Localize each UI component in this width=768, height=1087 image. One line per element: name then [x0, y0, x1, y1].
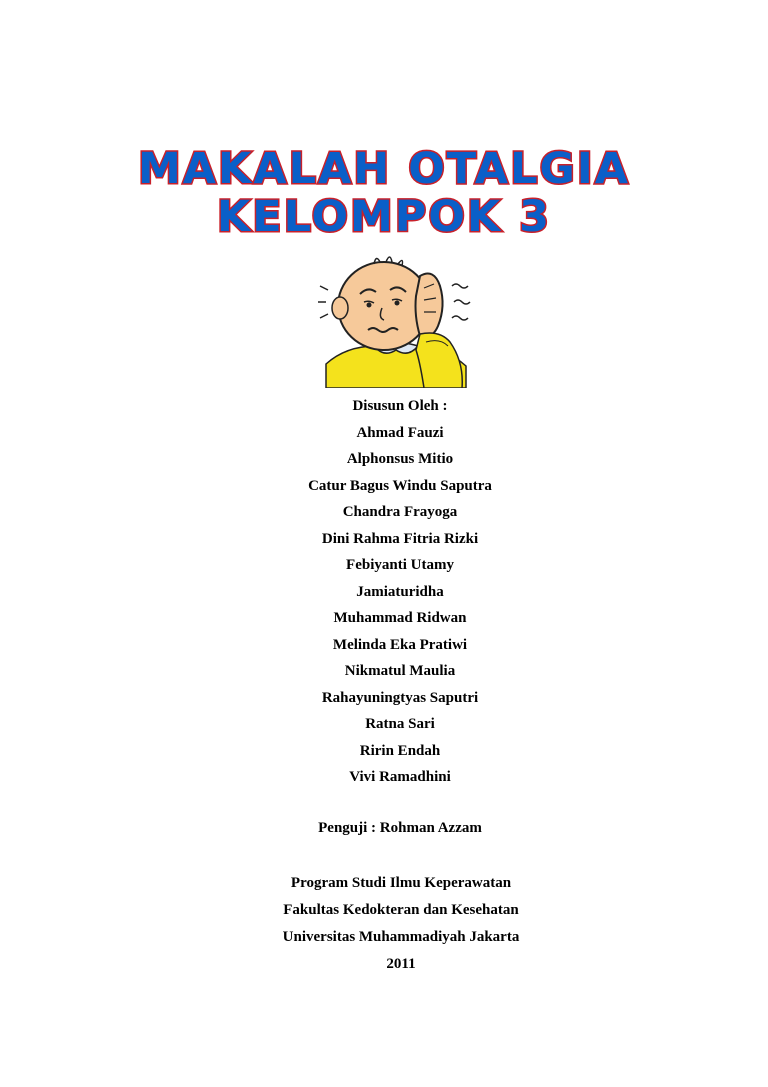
university-name: Universitas Muhammadiyah Jakarta	[282, 929, 520, 945]
member-name: Ahmad Fauzi	[356, 424, 444, 441]
earache-person-icon	[316, 246, 476, 388]
member-name: Rahayuningtyas Saputri	[321, 689, 479, 706]
member-name: Melinda Eka Pratiwi	[332, 636, 468, 653]
title-wordart	[104, 143, 664, 243]
member-name: Jamiaturidha	[356, 583, 444, 600]
document-title	[0, 143, 768, 243]
member-name: Febiyanti Utamy	[346, 557, 454, 573]
member-name: Ririn Endah	[359, 742, 441, 759]
member-name: Alphonsus Mitio	[346, 451, 454, 467]
institution-block	[270, 870, 532, 978]
year: 2011	[386, 956, 416, 972]
member-name: Ratna Sari	[365, 716, 435, 732]
member-name: Chandra Frayoga	[342, 504, 458, 520]
compiled-by-label: Disusun Oleh :	[352, 398, 448, 414]
program-name: Program Studi Ilmu Keperawatan	[290, 875, 512, 891]
title-line-2: KELOMPOK 3	[216, 192, 552, 242]
member-name: Vivi Ramadhini	[349, 769, 451, 785]
faculty-name: Fakultas Kedokteran dan Kesehatan	[283, 902, 519, 918]
member-name: Dini Rahma Fitria Rizki	[321, 530, 479, 547]
authors-block	[280, 393, 520, 791]
title-line-1: MAKALAH OTALGIA	[137, 144, 631, 194]
member-name: Muhammad Ridwan	[333, 610, 467, 626]
member-name: Nikmatul Maulia	[344, 663, 456, 679]
examiner-line: Penguji : Rohman Azzam	[318, 820, 482, 836]
member-name: Catur Bagus Windu Saputra	[308, 477, 492, 494]
